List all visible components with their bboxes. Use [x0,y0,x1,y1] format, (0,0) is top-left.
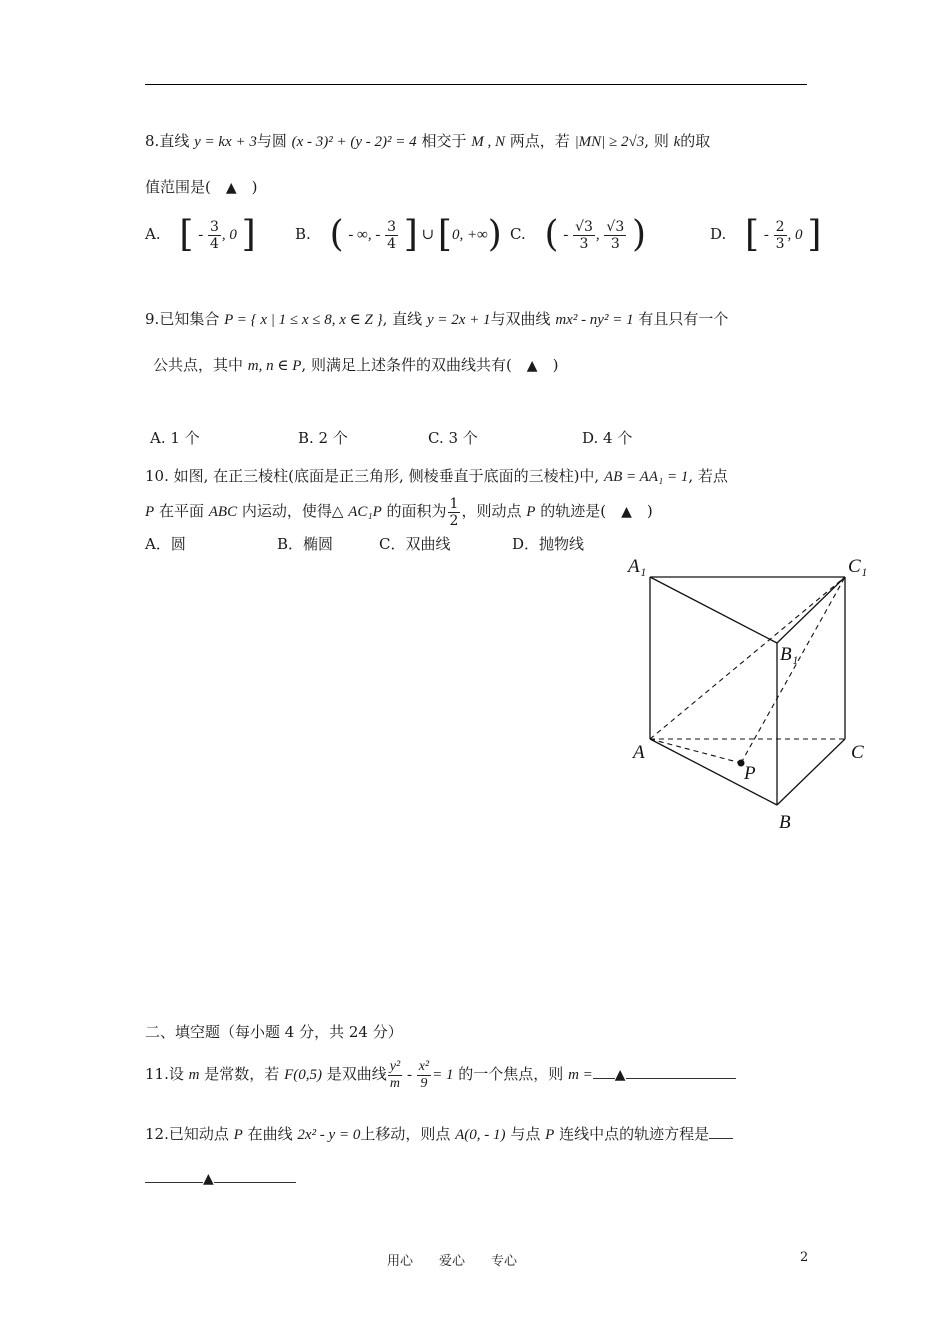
q10-option-c: C．双曲线 [379,535,451,553]
question-8-line2: 值范围是( ▲ ) [145,178,258,196]
answer-triangle: ▲ [621,504,632,520]
answer-triangle: ▲ [203,1171,214,1187]
label-c: C [851,742,864,763]
section-2-title: 二、填空题（每小题 4 分，共 24 分） [145,1023,403,1041]
page-number: 2 [800,1250,809,1265]
q8-option-c: C. ( - $\frac{√3}{3}$ , $\frac{√3}{3}$ ) [510,214,647,255]
answer-triangle: ▲ [225,180,237,196]
q10-option-b: B．椭圆 [277,535,334,553]
q9-option-d: D. 4 个 [582,429,633,447]
q9-option-c: C. 3 个 [428,429,478,447]
q8-option-d: D. [ - $\frac{2}{3}$ , 0 ] [710,214,822,255]
question-10-line2: P 在平面 ABC 内运动，使得△ AC₁P 的面积为 $\frac{1}{2}$ ，则动点 P 的轨迹是( ▲ ) [145,495,653,529]
question-12-answer-line [145,1168,296,1187]
footer-motto: 用心 爱心 专心 [387,1254,518,1269]
q9-option-b: B. 2 个 [298,429,348,447]
label-a: A [633,742,645,763]
edge-b-c [777,739,845,805]
label-c1: C₁ [848,556,868,577]
edge-b1-c1 [777,577,845,643]
question-10-line1: 10. 如图, 在正三棱柱(底面是正三角形, 侧棱垂直于底面的三棱柱)中, AB = AA₁ = 1, 若点 [145,467,728,485]
q10-option-d: D．抛物线 [512,535,585,553]
q8-option-b: B. ( - ∞, - $\frac{3}{4}$ ] ∪ [0, +∞) [295,214,502,255]
answer-triangle: ▲ [526,358,538,374]
label-b: B [779,812,791,833]
question-9-line2: 公共点，其中 m, n ∈ P, 则满足上述条件的双曲线共有( ▲ ) [153,356,559,374]
label-p: P [744,763,756,784]
dashed-p-c1 [741,577,845,763]
answer-triangle: ▲ [614,1067,626,1083]
q8-option-a: A. [ - $\frac{3}{4}$ , 0 ] [145,214,256,255]
dashed-a-c1 [650,577,845,739]
question-11: 11.设 m 是常数，若 F(0,5) 是双曲线 $\frac{\text{y²}}{m}$ - $\frac{\text{x²}}{9}$ = 1 的一个焦点，则 m = ▲ [145,1056,736,1093]
question-9-line1: 9.已知集合 P = { x | 1 ≤ x ≤ 8, x ∈ Z }, 直线 y = 2x + 1与双曲线 mx² - ny² = 1 有且只有一个 [145,310,729,328]
label-b1: B₁ [780,644,799,665]
edge-a-b [650,739,777,805]
label-a1: A₁ [628,556,647,577]
question-12: 12.已知动点 P 在曲线 2x² - y = 0上移动，则点 A(0, - 1) 与点 P 连线中点的轨迹方程是 [145,1123,733,1144]
edge-a1-b1 [650,577,777,643]
question-8-line1: 8.直线 y = kx + 3与圆 (x - 3)² + (y - 2)² = 4 相交于 M , N 两点，若 |MN| ≥ 2√3, 则 k的取 [145,132,711,150]
q10-option-a: A．圆 [145,535,186,553]
q9-option-a: A. 1 个 [150,429,200,447]
dashed-a-p [650,739,741,763]
